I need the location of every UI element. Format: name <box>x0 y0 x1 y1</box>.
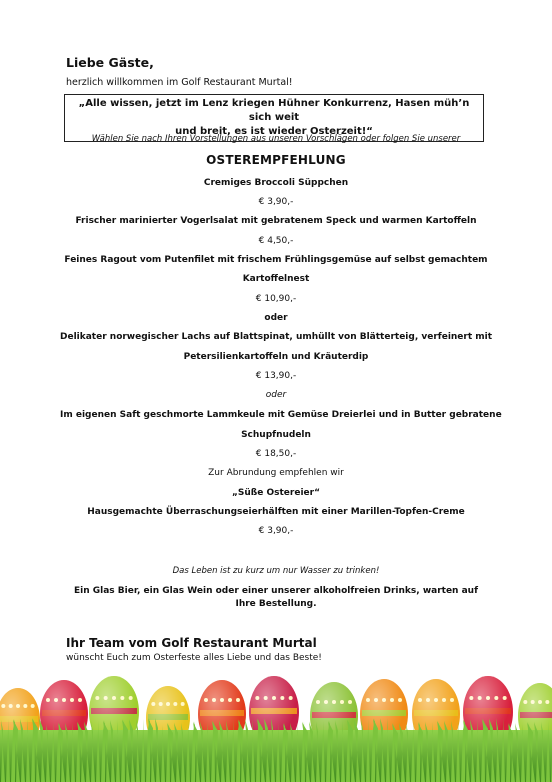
easter-eggs-illustration <box>0 668 552 782</box>
menu-separator: oder <box>265 390 287 400</box>
menu-item: Frischer marinierter Vogerlsalat mit gebratenem Speck und warmen Kartoffeln <box>75 216 477 226</box>
menu-price: € 3,90,- <box>258 526 294 536</box>
closing-text: Ein Glas Bier, ein Glas Wein oder einer unserer alkoholfreien Drinks, warten auf Ihre Bestellung. <box>73 586 478 609</box>
menu-item: Schupfnudeln <box>241 430 311 440</box>
dessert-title: „Süße Ostereier“ <box>231 488 320 498</box>
menu-item: Kartoffelnest <box>242 274 310 284</box>
menu-item: Im eigenen Saft geschmorte Lammkeule mit Gemüse Dreierlei und in Butter gebratene <box>60 410 502 420</box>
team-heading: Ihr Team vom Golf Restaurant Murtal <box>66 636 317 650</box>
quote-line: „Alle wissen, jetzt im Lenz kriegen Hühner Konkurrenz, Hasen müh’n sich weit <box>78 98 470 123</box>
menu-item: Delikater norwegischer Lachs auf Blattspinat, umhüllt von Blätterteig, verfeinert mit <box>60 332 493 342</box>
welcome-text: herzlich willkommen im Golf Restaurant Murtal! <box>66 77 293 88</box>
menu-item: Feines Ragout vom Putenfilet mit frischem Frühlingsgemüse auf selbst gemachtem <box>64 255 488 265</box>
menu-price: € 3,90,- <box>258 197 294 207</box>
menu-item: Cremiges Broccoli Süppchen <box>203 178 349 188</box>
greeting-heading: Liebe Gäste, <box>66 55 154 70</box>
menu-price: € 4,50,- <box>258 236 294 246</box>
menu-price: € 13,90,- <box>255 371 297 381</box>
team-subtitle: wünscht Euch zum Osterfeste alles Liebe und das Beste! <box>66 653 322 663</box>
menu-item: Petersilienkartoffeln und Kräuterdip <box>183 352 369 362</box>
menu-price: € 10,90,- <box>255 294 297 304</box>
menu-price: € 18,50,- <box>255 449 297 459</box>
menu-item: Hausgemachte Überraschungseierhälften mit einer Marillen-Topfen-Creme <box>87 507 465 517</box>
intro-text: Wählen Sie nach Ihren Vorstellungen aus unseren Vorschlägen oder folgen Sie unserer <box>91 134 461 144</box>
quote-line: und breit, es ist wieder Osterzeit!“ <box>175 126 373 137</box>
menu-heading: OSTEREMPFEHLUNG <box>206 153 346 167</box>
dessert-intro: Zur Abrundung empfehlen wir <box>208 468 344 478</box>
closing-italic-text: Das Leben ist zu kurz um nur Wasser zu trinken! <box>172 566 380 576</box>
menu-separator: oder <box>264 313 288 323</box>
